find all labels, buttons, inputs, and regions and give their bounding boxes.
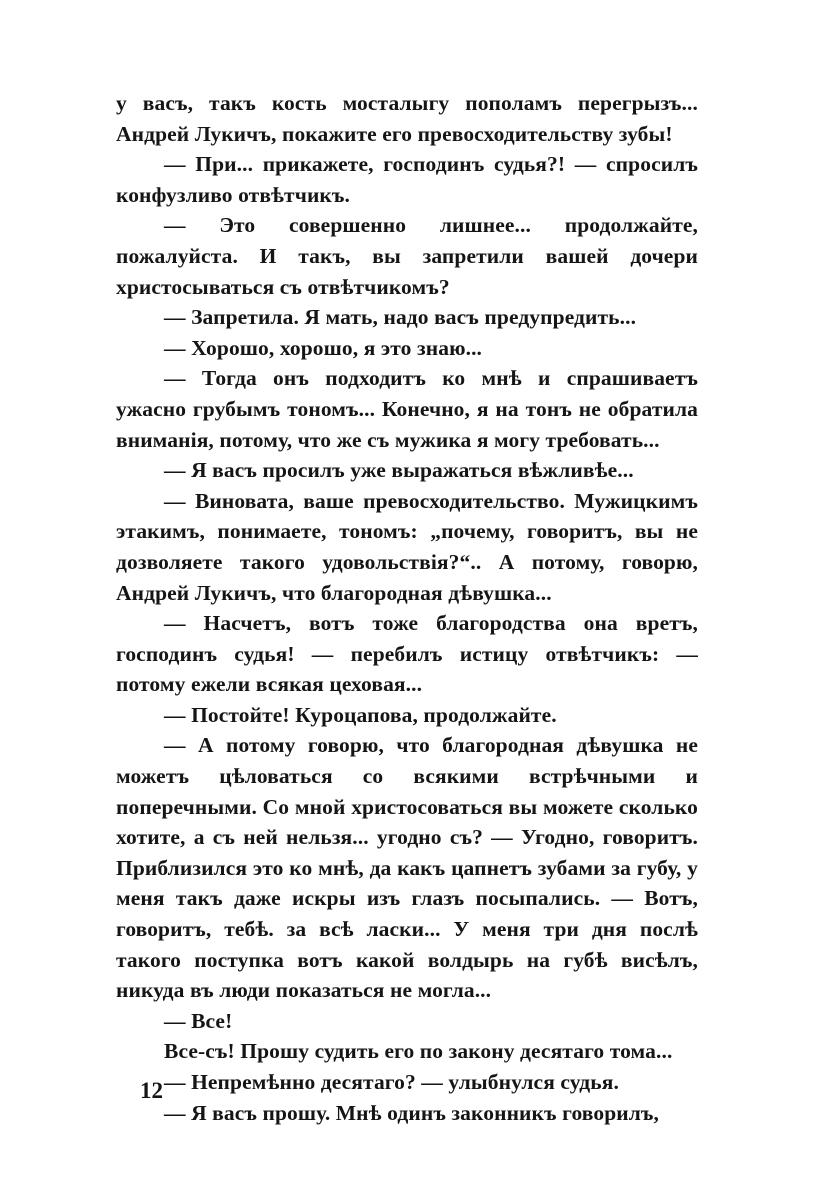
paragraph: — Виновата, ваше превосходительство. Мужицкимъ этакимъ, понимаете, тономъ: „почему, говоритъ, вы не дозволяете такого удовольствія?“.. А потому, говорю, Андрей Лукичъ, что благородная дѣвушка...: [116, 488, 698, 605]
paragraph: — Хорошо, хорошо, я это знаю...: [164, 335, 483, 360]
page-number: 12: [140, 1078, 163, 1103]
paragraph: у васъ, такъ кость мосталыгу пополамъ перегрызъ... Андрей Лукичъ, покажите его превосходительству зубы!: [116, 91, 698, 146]
paragraph: — Насчетъ, вотъ тоже благородства она вретъ, господинъ судья! — перебилъ истицу отвѣтчикъ: — потому ежели всякая цеховая...: [116, 611, 698, 697]
paragraph: — Тогда онъ подходитъ ко мнѣ и спрашиваетъ ужасно грубымъ тономъ... Конечно, я на тонъ не обратила вниманія, потому, что же съ мужика я могу требовать...: [116, 366, 698, 452]
paragraph: — А потому говорю, что благородная дѣвушка не можетъ цѣловаться со всякими встрѣчными и поперечными. Со мной христосоваться вы можете сколько хотите, а съ ней нельзя... угодно съ? — Угодно, говоритъ. Приблизился это ко мнѣ, да какъ цапнетъ зубами за губу, у меня такъ даже искры изъ глазъ посыпались. — Вотъ, говоритъ, тебѣ. за всѣ ласки... У меня три дня послѣ такого поступка вотъ какой волдырь на губѣ висѣлъ, никуда въ люди показаться не могла...: [116, 733, 698, 1003]
paragraph: — Это совершенно лишнее... продолжайте, пожалуйста. И такъ, вы запретили вашей дочери христосываться съ отвѣтчикомъ?: [116, 213, 698, 299]
paragraph: — Я васъ просилъ уже выражаться вѣжливѣе...: [164, 458, 634, 483]
paragraph: — Запретила. Я мать, надо васъ предупредить...: [164, 305, 637, 330]
paragraph: — При... прикажете, господинъ судья?! — спросилъ конфузливо отвѣтчикъ.: [116, 152, 698, 207]
paragraph: — Постойте! Куроцапова, продолжайте.: [164, 702, 557, 727]
page-text: [116, 88, 698, 1128]
paragraph: — Все!: [164, 1008, 233, 1033]
paragraph: — Я васъ прошу. Мнѣ одинъ законникъ говорилъ,: [164, 1100, 660, 1125]
paragraph: Все-съ! Прошу судить его по закону десятаго тома...: [164, 1039, 673, 1064]
paragraph: — Непремѣнно десятаго? — улыбнулся судья.: [164, 1070, 619, 1094]
